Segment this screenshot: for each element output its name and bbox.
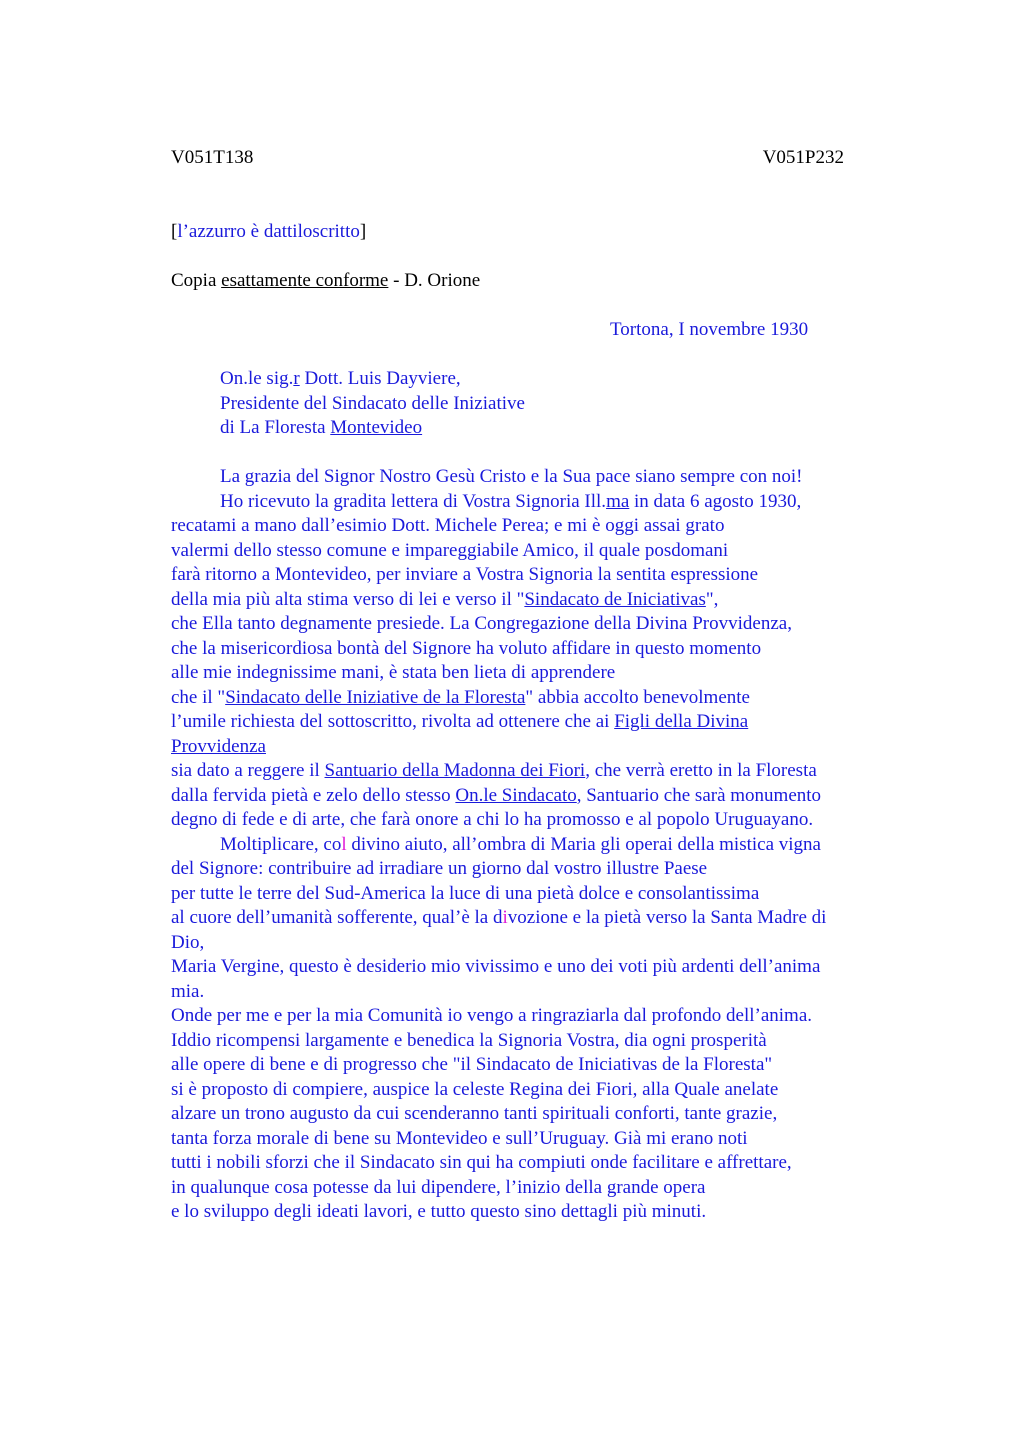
body-line: degno di fede e di arte, che farà onore a chi lo ha promosso e al popolo Uruguayano. <box>171 809 814 830</box>
copy-underlined: esattamente conforme <box>221 270 389 291</box>
address-place: di La Floresta <box>220 417 331 438</box>
dateline: Tortona, I novembre 1930 <box>610 319 809 340</box>
body-line: valermi dello stesso comune e impareggiabile Amico, il quale posdomani <box>171 540 729 561</box>
body-segment: vozione e la pietà verso la Santa Madre di <box>507 907 827 928</box>
copy-prefix: Copia <box>171 270 222 291</box>
body-line <box>171 686 750 710</box>
body-line: in qualunque cosa potesse da lui dipendere, l’inizio della grande opera <box>171 1177 706 1198</box>
address-line-1 <box>220 367 461 391</box>
body-segment: sia dato a reggere il <box>171 760 325 781</box>
body-underlined: Figli della Divina <box>614 711 749 732</box>
body-line <box>171 588 718 612</box>
note-close-bracket: ] <box>359 221 367 242</box>
body-handwritten-correction: i <box>502 907 508 928</box>
document-code-right: V051P232 <box>762 147 844 168</box>
body-segment: Moltiplicare, co <box>220 834 342 855</box>
body-segment: dalla fervida pietà e zelo dello stesso <box>171 785 456 806</box>
body-underlined: Provvidenza <box>171 736 266 757</box>
body-line <box>171 735 266 759</box>
body-segment: in data 6 agosto 1930, <box>629 491 802 512</box>
body-line <box>171 710 748 734</box>
body-line: che la misericordiosa bontà del Signore ha voluto affidare in questo momento <box>171 638 762 659</box>
body-segment: che il " <box>171 687 226 708</box>
body-line <box>220 490 801 514</box>
body-line: per tutte le terre del Sud-America la luce di una pietà dolce e consolantissima <box>171 883 760 904</box>
body-line: recatami a mano dall’esimio Dott. Michele Perea; e mi è oggi assai grato <box>171 515 725 536</box>
body-line: del Signore: contribuire ad irradiare un giorno dal vostro illustre Paese <box>171 858 708 879</box>
document-code-left: V051T138 <box>171 147 254 168</box>
address-abbrev-suffix: r <box>293 368 300 389</box>
note-text: l’azzurro è dattiloscritto <box>177 221 360 242</box>
body-line: Dio, <box>171 932 205 953</box>
body-line: e lo sviluppo degli ideati lavori, e tutto questo sino dettagli più minuti. <box>171 1201 707 1222</box>
body-segment: l’umile richiesta del sottoscritto, rivolta ad ottenere che ai <box>171 711 615 732</box>
body-line: alzare un trono augusto da cui scenderanno tanti spirituali conforti, tante grazie, <box>171 1103 778 1124</box>
note-open-bracket: [ <box>171 221 178 242</box>
body-underlined: ma <box>606 491 630 512</box>
address-line-3 <box>220 416 422 440</box>
copy-attestation <box>171 269 480 293</box>
body-line: Maria Vergine, questo è desiderio mio vivissimo e uno dei voti più ardenti dell’anima <box>171 956 821 977</box>
body-line: si è proposto di compiere, auspice la celeste Regina dei Fiori, alla Quale anelate <box>171 1079 779 1100</box>
body-line: mia. <box>171 981 205 1002</box>
body-underlined: Sindacato delle Iniziative de la Floresta <box>225 687 526 708</box>
body-line <box>171 906 826 930</box>
body-segment: , che verrà eretto in la Floresta <box>585 760 817 781</box>
body-underlined: Sindacato de Iniciativas <box>524 589 706 610</box>
body-line: Onde per me e per la mia Comunità io vengo a ringraziarla dal profondo dell’anima. <box>171 1005 813 1026</box>
body-segment: ", <box>705 589 719 610</box>
address-city: Montevideo <box>330 417 423 438</box>
body-segment: " abbia accolto benevolmente <box>525 687 750 708</box>
body-line: La grazia del Signor Nostro Gesù Cristo e la Sua pace siano sempre con noi! <box>220 466 803 487</box>
body-segment: , Santuario che sarà monumento <box>576 785 822 806</box>
body-line <box>220 833 821 857</box>
body-underlined: Santuario della Madonna dei Fiori <box>324 760 586 781</box>
address-name: Dott. Luis Dayviere, <box>299 368 461 389</box>
address-line-2: Presidente del Sindacato delle Iniziative <box>220 393 525 414</box>
body-line: tutti i nobili sforzi che il Sindacato sin qui ha compiuti onde facilitare e affrettare, <box>171 1152 792 1173</box>
body-segment: della mia più alta stima verso di lei e verso il " <box>171 589 525 610</box>
body-line: Iddio ricompensi largamente e benedica la Signoria Vostra, dia ogni prosperità <box>171 1030 767 1051</box>
body-handwritten-correction: l <box>341 834 347 855</box>
body-line: tanta forza morale di bene su Montevideo e sull’Uruguay. Già mi erano noti <box>171 1128 748 1149</box>
copy-suffix: - D. Orione <box>388 270 481 291</box>
body-segment: divino aiuto, all’ombra di Maria gli operai della mistica vigna <box>346 834 821 855</box>
body-line <box>171 784 821 808</box>
body-segment: Ho ricevuto la gradita lettera di Vostra Signoria Ill. <box>220 491 607 512</box>
body-line: alle opere di bene e di progresso che "il Sindacato de Iniciativas de la Floresta" <box>171 1054 773 1075</box>
body-line <box>171 759 817 783</box>
address-salutation: On.le sig. <box>220 368 294 389</box>
body-line: farà ritorno a Montevideo, per inviare a Vostra Signoria la sentita espressione <box>171 564 759 585</box>
body-line: che Ella tanto degnamente presiede. La Congregazione della Divina Provvidenza, <box>171 613 792 634</box>
body-line: alle mie indegnissime mani, è stata ben lieta di apprendere <box>171 662 616 683</box>
editorial-note <box>171 220 366 244</box>
body-underlined: On.le Sindacato <box>455 785 577 806</box>
body-segment: al cuore dell’umanità sofferente, qual’è la d <box>171 907 503 928</box>
